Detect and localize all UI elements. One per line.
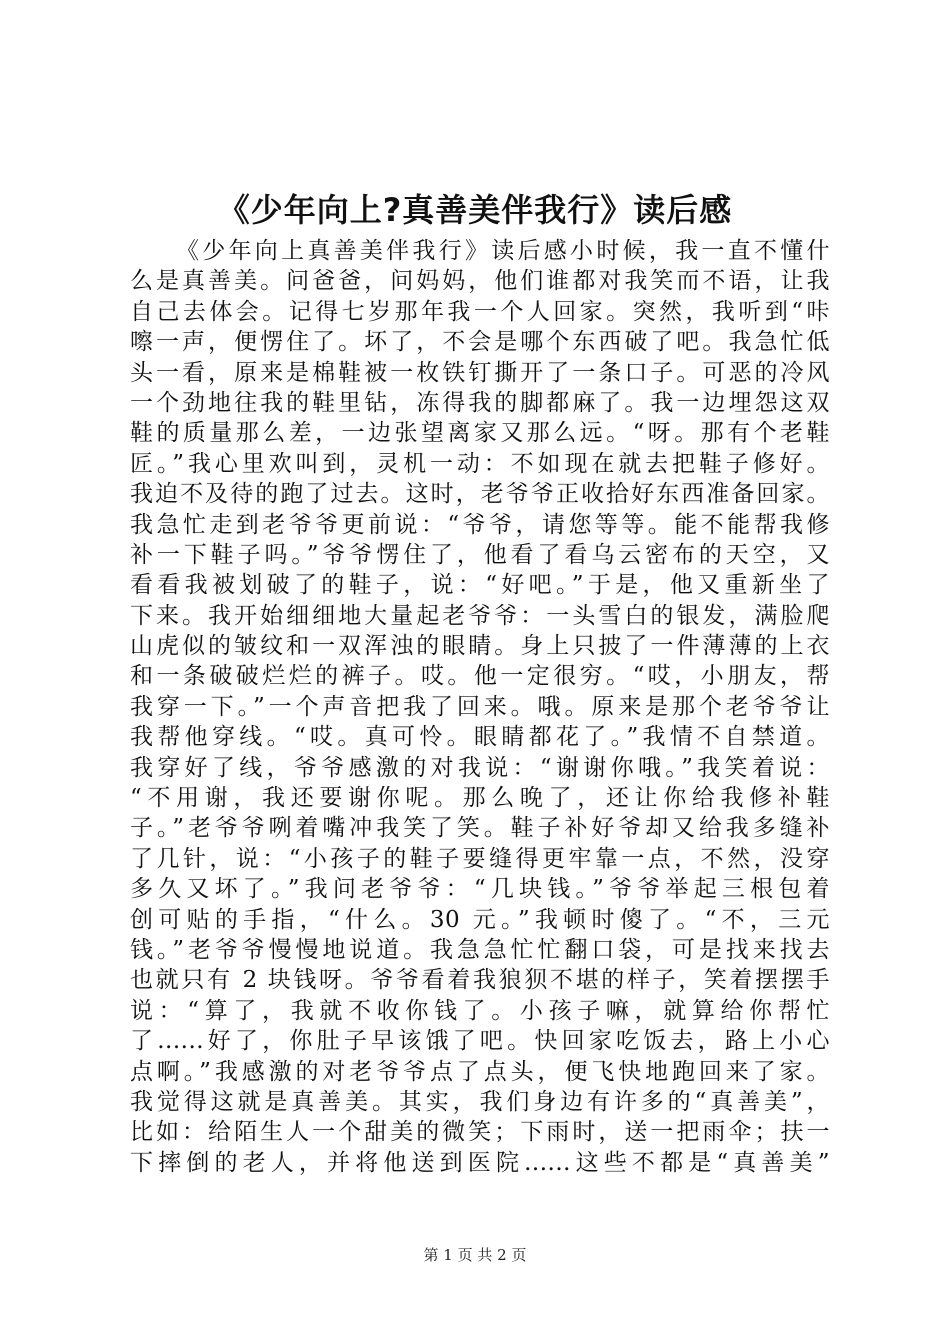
body-line: 创可贴的手指，“什么。30 元。”我顿时傻了。“不，三元: [130, 906, 830, 933]
body-line: 我急忙走到老爷爷更前说：“爷爷，请您等等。能不能帮我修: [130, 511, 830, 538]
body-line: 下来。我开始细细地大量起老爷爷：一头雪白的银发，满脸爬: [130, 602, 830, 629]
body-line: 也就只有 2 块钱呀。爷爷看着我狼狈不堪的样子，笑着摆摆手: [130, 967, 830, 994]
body-line: 说：“算了，我就不收你钱了。小孩子嘛，就算给你帮忙: [130, 997, 830, 1024]
body-line: 一个劲地往我的鞋里钻，冻得我的脚都麻了。我一边埋怨这双: [130, 389, 830, 416]
body-line: 鞋的质量那么差，一边张望离家又那么远。“呀。那有个老鞋: [130, 420, 830, 447]
body-line: 比如：给陌生人一个甜美的微笑；下雨时，送一把雨伞；扶一: [130, 1119, 830, 1146]
body-line: 看看我被划破了的鞋子，说：“好吧。”于是，他又重新坐了: [130, 572, 830, 599]
body-line: 补一下鞋子吗。”爷爷愣住了，他看了看乌云密布的天空，又: [130, 541, 830, 568]
body-line: 点啊。”我感激的对老爷爷点了点头，便飞快地跑回来了家。: [130, 1058, 830, 1085]
body-line: 嚓一声，便愣住了。坏了，不会是哪个东西破了吧。我急忙低: [130, 329, 830, 356]
body-line: 下摔倒的老人，并将他送到医院......这些不都是“真善美”: [130, 1149, 830, 1176]
body-line: 我帮他穿线。“哎。真可怜。眼睛都花了。”我情不自禁道。: [130, 724, 830, 751]
body-line: 我迫不及待的跑了过去。这时，老爷爷正收拾好东西准备回家。: [130, 481, 830, 508]
body-line: 子。”老爷爷咧着嘴冲我笑了笑。鞋子补好爷却又给我多缝补: [130, 815, 830, 842]
body-line: “不用谢，我还要谢你呢。那么晚了，还让你给我修补鞋: [130, 785, 830, 812]
body-line: 头一看，原来是棉鞋被一枚铁钉撕开了一条口子。可恶的冷风: [130, 359, 830, 386]
body-line: 了......好了，你肚子早该饿了吧。快回家吃饭去，路上小心: [130, 1028, 830, 1055]
body-line: 钱。”老爷爷慢慢地说道。我急急忙忙翻口袋，可是找来找去: [130, 936, 830, 963]
body-line: 我觉得这就是真善美。其实，我们身边有许多的“真善美”，: [130, 1088, 830, 1115]
body-line: 我穿一下。”一个声音把我了回来。哦。原来是那个老爷爷让: [130, 693, 830, 720]
body-line: 匠。”我心里欢叫到，灵机一动：不如现在就去把鞋子修好。: [130, 450, 830, 477]
document-body: [130, 236, 830, 1178]
body-line: 和一条破破烂烂的裤子。哎。他一定很穷。“哎，小朋友，帮: [130, 663, 830, 690]
page-number-footer: 第 1 页 共 2 页: [423, 1246, 527, 1264]
body-line: 《少年向上真善美伴我行》读后感小时候，我一直不懂什: [176, 238, 830, 264]
body-line: 自己去体会。记得七岁那年我一个人回家。突然，我听到“咔: [130, 298, 830, 325]
body-line: 么是真善美。问爸爸，问妈妈，他们谁都对我笑而不语，让我: [130, 268, 830, 295]
body-line: 我穿好了线，爷爷感激的对我说：“谢谢你哦。”我笑着说：: [130, 754, 830, 781]
body-line: 多久又坏了。”我问老爷爷：“几块钱。”爷爷举起三根包着: [130, 876, 830, 903]
body-line: 山虎似的皱纹和一双浑浊的眼睛。身上只披了一件薄薄的上衣: [130, 633, 830, 660]
document-title: 《少年向上?真善美伴我行》读后感: [217, 191, 733, 229]
body-line: 了几针，说：“小孩子的鞋子要缝得更牢靠一点，不然，没穿: [130, 845, 830, 872]
